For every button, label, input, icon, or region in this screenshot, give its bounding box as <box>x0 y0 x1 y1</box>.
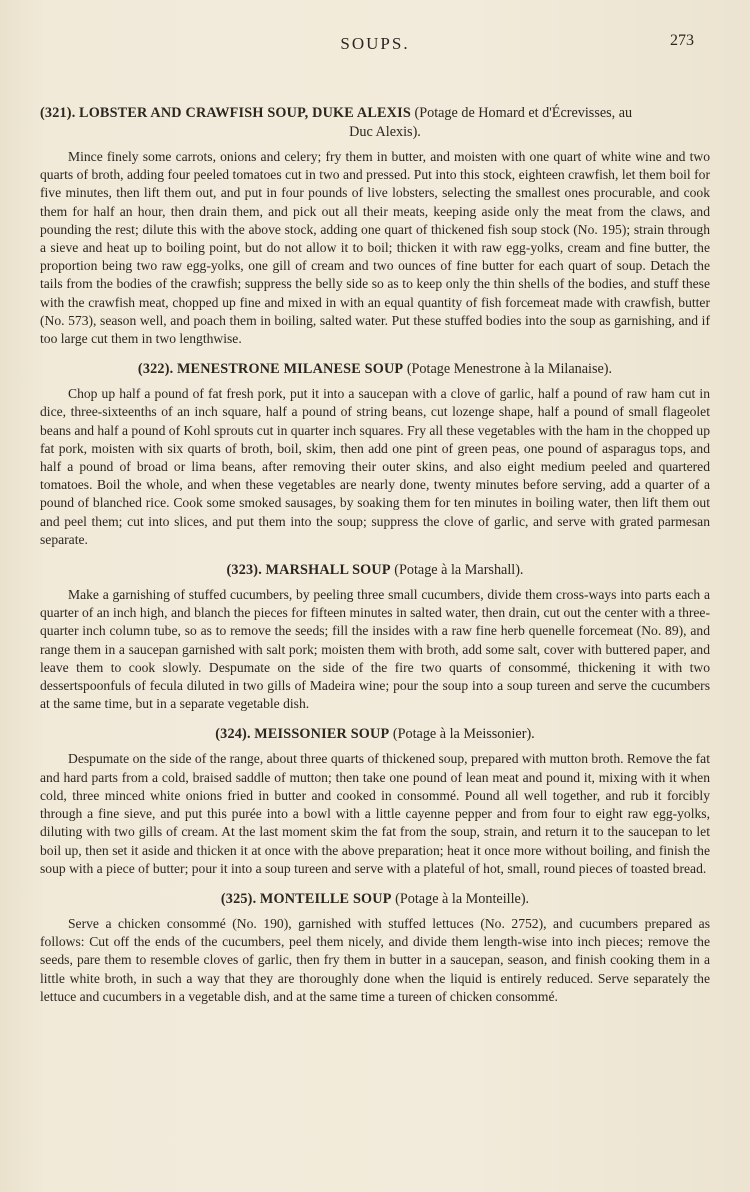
recipe-heading <box>40 890 710 909</box>
recipe-321 <box>40 104 710 348</box>
recipe-body: Serve a chicken consommé (No. 190), garnished with stuffed lettuces (No. 2752), and cucumbers prepared as follows: Cut off the ends of the cucumbers, peel them nicely, and divide them length-wise into inch pieces; remove the seeds, pare them to resemble cloves of garlic, then fry them in butter in a saucepan, season, and finish cooking them in a little white broth, in such a way that they are thoroughly done when the liquid is entirely reduced. Serve separately the lettuce and cucumbers in a vegetable dish, and at the same time a tureen of chicken consommé. <box>40 915 710 1004</box>
running-head <box>40 30 710 60</box>
recipe-number: (322). <box>137 361 174 378</box>
recipe-325 <box>40 890 710 1006</box>
recipe-body: Chop up half a pound of fat fresh pork, put it into a saucepan with a clove of garlic, half a pound of raw ham cut in dice, three-sixteenths of an inch square, half a pound of string beans, cut lozenge shape, half a pound of small flageolet beans and half a pound of Kohl sprouts cut in quarter inch squares. Fry all these vegetables with the ham in the chopped up fat pork, moisten with six quarts of broth, boil, skim, then add one pint of green peas, one pound of asparagus tops, and half a pound of broad or lima beans, after removing their outer skins, and also eight medium peeled and quartered tomatoes. Boil the whole, and when these vegetables are nearly done, twenty minutes before serving, add a quarter of a pound of blanched rice. Cook some smoked sausages, by soaking them for ten minutes in boiling water, then lift them out and peel them; cut into slices, and put them into the soup; suppress the clove of garlic, and serve with grated parmesan separate. <box>40 386 710 547</box>
recipe-324 <box>40 725 710 877</box>
running-title: SOUPS. <box>340 34 410 53</box>
recipe-number: (323). <box>226 562 262 579</box>
recipe-number: (325). <box>220 890 257 907</box>
recipe-name: MONTEILLE SOUP <box>259 890 392 907</box>
recipe-name: MARSHALL SOUP <box>265 562 391 579</box>
recipe-french-name: (Potage à la Monteille). <box>395 890 530 907</box>
recipe-heading <box>40 104 710 142</box>
recipe-heading <box>40 360 710 379</box>
recipe-body: Despumate on the side of the range, about three quarts of thickened soup, prepared with mutton broth. Remove the fat and hard parts from a cold, braised saddle of mutton; then take one pound of lean meat and pound it, mixing with it when cold, three minced white onions fried in butter and cooked in consommé. Pound all well together, and rub it forcibly through a fine sieve, and put this purée into a bowl with a little cayenne pepper and from four to eight raw egg-yolks, diluting with two gills of cream. At the last moment skim the fat from the soup, strain, and return it to the saucepan to let boil up, then set it aside and thicken it at once with the above preparation; heat it once more without boiling, and finish the soup with a piece of butter; pour it into a soup tureen and serve with a plateful of hot, small, round pieces of toasted bread. <box>40 751 710 876</box>
recipe-body: Make a garnishing of stuffed cucumbers, by peeling three small cucumbers, divide them cross-ways into parts each a quarter of an inch high, and blanch the pieces for fifteen minutes in salted water, then drain, cut out the center with a three-quarter inch column tube, so as to remove the seeds; fill the insides with a raw fine herb quenelle forcemeat (No. 89), and range them in a saucepan garnished with salt pork; moisten them with broth, add some salt, cover with buttered paper, and leave them to cook slowly. Despumate on the side of the fire two quarts of consommé, thickening it with two dessertspoonfuls of fecula diluted in two gills of Madeira wine; pour the soup into a soup tureen and serve the cucumbers at the same time, but in a separate vegetable dish. <box>40 587 710 712</box>
recipe-number: (324). <box>215 726 251 743</box>
recipe-322 <box>40 360 710 549</box>
recipe-name: MEISSONIER SOUP <box>254 726 390 743</box>
recipe-french-name-continued: Duc Alexis). <box>349 124 421 140</box>
recipe-french-name: (Potage à la Meissonier). <box>392 726 535 743</box>
recipe-number: (321). <box>40 105 76 121</box>
recipe-french-name: (Potage Menestrone à la Milanaise). <box>406 361 613 378</box>
recipe-name: LOBSTER AND CRAWFISH SOUP, DUKE ALEXIS <box>79 105 411 121</box>
recipe-323 <box>40 561 710 713</box>
recipe-french-name: (Potage à la Marshall). <box>394 562 524 579</box>
recipe-body: Mince finely some carrots, onions and celery; fry them in butter, and moisten with one quart of white wine and two quarts of broth, adding four peeled tomatoes cut in two and pressed. Put into this stock, eighteen crawfish, let them boil for five minutes, then lift them out, and put in four pounds of live lobsters, selecting the smallest ones procurable, and cook them for half an hour, then drain them, and pick out all their meats, keeping aside only the meat from the claws, and pounding the rest; dilute this with the above stock, adding one quart of thickened fish soup stock (No. 195); strain through a sieve and heat up to boiling point, but do not allow it to boil; thicken it with raw egg-yolks, cream and fine butter, the proportion being two raw egg-yolks, one gill of cream and two ounces of fine butter for each quart of soup. Detach the tails from the bodies of the crawfish; suppress the belly side so as to keep only the thin shells of the bodies, and stuff these with the crawfish meat, chopped up fine and mixed in with an equal quantity of fish forcemeat made with crawfish, butter (No. 573), season well, and poach them in boiling, salted water. Put these stuffed bodies into the soup as garnishing, and if too large cut them in two lengthwise. <box>40 149 710 347</box>
recipe-french-name: (Potage de Homard et d'Écrevisses, au <box>414 105 633 121</box>
recipe-name: MENESTRONE MILANESE SOUP <box>176 361 404 378</box>
page-number: 273 <box>670 32 694 49</box>
recipe-heading <box>40 561 710 580</box>
recipe-heading <box>40 725 710 744</box>
